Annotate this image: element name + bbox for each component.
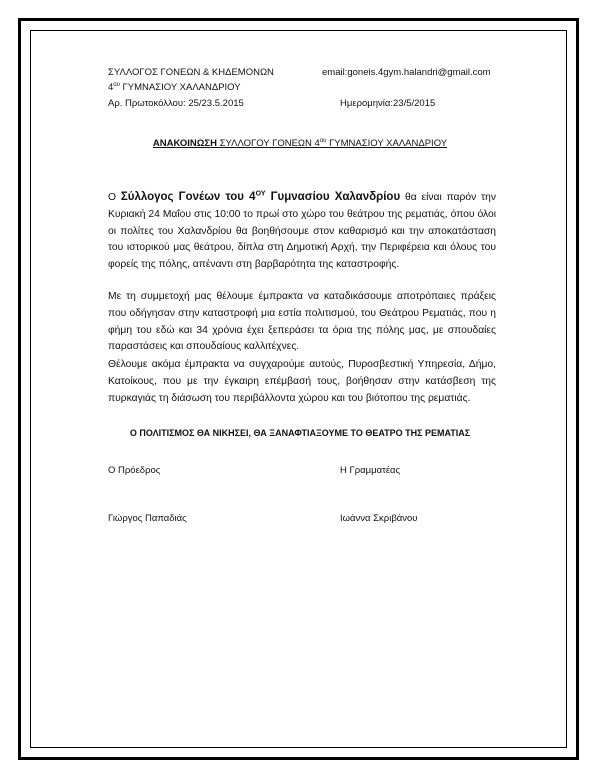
paragraph-1: Ο Σύλλογος Γονέων του $4^{O\Upsilon}$ Γυμνασίου Χαλανδρίου θα είναι παρόν την Κυριακή 24 Μαΐου στις 10:00 το πρωί στο χώρο του θεάτρου της ρεματιάς, όπου όλοι οι πολίτες του Χαλανδρίου θα βοηθήσουμε στον καθαρισμό και την αποκατάσταση του ιστορικού μας θεάτρου, δίπλα στη Δημοτική Αρχή, την Περιφέρεια και όλους του φορείς της πόλης, απέναντι στη βαρβαρότητα της καταστροφής. [108, 190, 496, 271]
signatory-name-president: Γιώργος Παπαδιάς [108, 513, 187, 524]
paragraph-2: Με τη συμμετοχή μας θέλουμε έμπρακτα να καταδικάσουμε αποτρόπαιες πράξεις που οδήγησαν στην καταστροφή μια εστία πολιτισμού, του Θεάτρου Ρεματιάς, που η φήμη του εδώ και 34 χρόνια έχει ξεπεράσει τα όρια της πόλης μας, με σπουδαίες παραστάσεις και σπουδαίους καλλιτέχνες. [108, 291, 496, 353]
email-address: email:goneis.4gym.halandri@gmail.com [322, 67, 491, 78]
document-date: Ημερομηνία:23/5/2015 [340, 98, 436, 109]
org-school: $4^{o\upsilon}$ ΓΥΜΝΑΣΙΟΥ ΧΑΛΑΝΔΡΙΟΥ [108, 81, 241, 93]
org-name: ΣΥΛΛΟΓΟΣ ΓΟΝΕΩΝ & ΚΗΔΕΜΟΝΩΝ [108, 67, 274, 78]
signatory-role-president: Ο Πρόεδρος [108, 465, 161, 476]
signatory-role-secretary: Η Γραμματέας [340, 465, 401, 476]
protocol-number: Αρ. Πρωτοκόλλου: 25/23.5.2015 [108, 98, 244, 109]
announcement-title: ΑΝΑΚΟΙΝΩΣΗ ΣΥΛΛΟΓΟΥ ΓΟΝΕΩΝ $4^{o\upsilon}$ ΓΥΜΝΑΣΙΟΥ ΧΑΛΑΝΔΡΙΟΥ [152, 137, 448, 149]
signatory-name-secretary: Ιωάννα Σκριβάνου [340, 513, 418, 524]
paragraph-3: Θέλουμε ακόμα έμπρακτα να συγχαρούμε αυτούς, Πυροσβεστική Υπηρεσία, Δήμο, Κατοίκους, που με την έγκαιρη επέμβασή τους, βοήθησαν στην κατάσβεση της πυρκαγιάς τη διάσωση του περιβάλλοντα χώρου και του βιότοπου της ρεματιάς. [108, 359, 496, 404]
closing-slogan: Ο ΠΟΛΙΤΙΣΜΟΣ ΘΑ ΝΙΚΗΣΕΙ, ΘΑ ΞΑΝΑΦΤΙΑΞΟΥΜΕ ΤΟ ΘΕΑΤΡΟ ΤΗΣ ΡΕΜΑΤΙΑΣ [129, 428, 471, 438]
